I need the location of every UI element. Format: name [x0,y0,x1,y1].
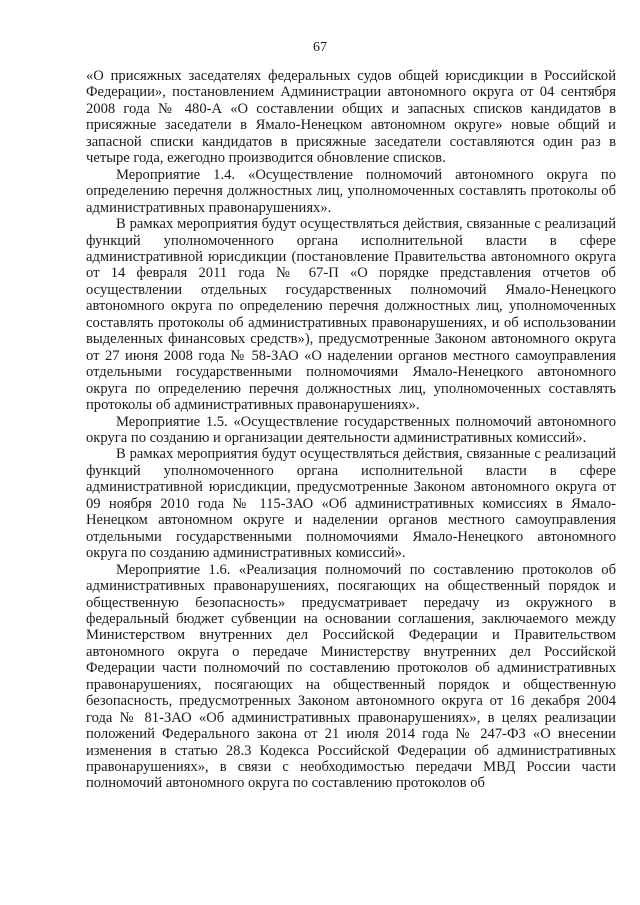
paragraph-measure-1-4-details: В рамках мероприятия будут осуществляться действия, связанные с реализаций функций уполномоченного органа исполнительной власти в сфере административной юрисдикции (постановление Правительства автономного округа от 14 февраля 2011 года № 67-П «О порядке представления отчетов об осуществлении отдельных государственных полномочий Ямало-Ненецкого автономного округа по определению перечня должностных лиц, уполномоченных составлять протоколы об административных правонарушениях, и об использовании выделенных финансовых средств»), предусмотренные Законом автономного округа от 27 июня 2008 года № 58-ЗАО «О наделении органов местного самоуправления отдельными государственными полномочиями Ямало-Ненецкого автономного округа по определению перечня должностных лиц, уполномоченных составлять протоколы об административных правонарушениях». [86,216,616,414]
paragraph-measure-1-6: Мероприятие 1.6. «Реализация полномочий по составлению протоколов об административных правонарушениях, посягающих на общественный порядок и общественную безопасность» предусматривает передачу из окружного в федеральный бюджет субвенции на основании соглашения, заключаемого между Министерством внутренних дел Российской Федерации и Правительством автономного округа о передаче Министерству внутренних дел Российской Федерации части полномочий по составлению протоколов об административных правонарушениях, посягающих на общественный порядок и общественную безопасность, предусмотренных Законом автономного округа от 16 декабря 2004 года № 81-ЗАО «Об административных правонарушениях», в целях реализации положений Федерального закона от 21 июля 2014 года № 247-ФЗ «О внесении изменения в статью 28.3 Кодекса Российской Федерации об административных правонарушениях», в связи с необходимостью передачи МВД России части полномочий автономного округа по составлению протоколов об [86,561,616,792]
paragraph-measure-1-4: Мероприятие 1.4. «Осуществление полномочий автономного округа по определению перечня должностных лиц, уполномоченных составлять протоколы об административных правонарушениях». [86,166,616,216]
paragraph-measure-1-5: Мероприятие 1.5. «Осуществление государственных полномочий автономного округа по созданию и организации деятельности административных комиссий». [86,413,616,446]
page-number: 67 [313,40,327,55]
paragraph-continuation: «О присяжных заседателях федеральных судов общей юрисдикции в Российской Федерации», постановлением Администрации автономного округа от 04 сентября 2008 года № 480-А «О составлении общих и запасных списков кандидатов в присяжные заседатели в Ямало-Ненецком автономном округе» новые общий и запасной списки кандидатов в присяжные заседатели составляются один раз в четыре года, ежегодно производится обновление списков. [86,68,616,167]
body-text [86,68,616,792]
paragraph-measure-1-5-details: В рамках мероприятия будут осуществляться действия, связанные с реализаций функций уполномоченного органа исполнительной власти в сфере административной юрисдикции, предусмотренные Законом автономного округа от 09 ноября 2010 года № 115-ЗАО «Об административных комиссиях в Ямало-Ненецком автономном округе и наделении органов местного самоуправления отдельными государственными полномочиями Ямало-Ненецкого автономного округа по созданию административных комиссий». [86,446,616,562]
